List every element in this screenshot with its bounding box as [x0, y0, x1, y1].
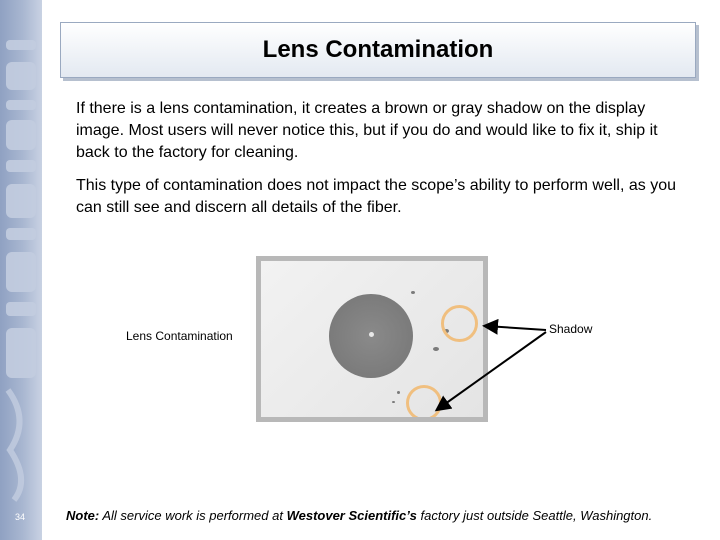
contamination-speck	[397, 391, 400, 394]
fiber-center-dot	[369, 332, 374, 337]
footer-note-label: Note:	[66, 508, 100, 523]
shadow-highlight-circle	[406, 385, 442, 417]
shadow-highlight-circle	[441, 305, 478, 342]
title-box	[60, 22, 696, 78]
fiber-core	[329, 294, 413, 378]
arrow-to-shadow-1	[486, 326, 546, 330]
caption-shadow: Shadow	[549, 322, 593, 336]
footer-note-text-2: factory just outside Seattle, Washington.	[416, 508, 653, 523]
page-title: Lens Contamination	[262, 36, 494, 63]
body-paragraph-1: If there is a lens contamination, it creates a brown or gray shadow on the display image. Most users will never notice this, but if you do and would like to fix it, ship it back to the factory for cleaning.	[76, 100, 658, 161]
footer-note-text-1: All service work is performed at	[99, 508, 287, 523]
contamination-speck	[411, 291, 415, 294]
westover-logo-watermark-icon	[0, 0, 42, 540]
sidebar-band	[0, 0, 42, 540]
fiber-image	[256, 256, 488, 422]
footer-note	[66, 508, 652, 523]
body-paragraph-2: This type of contamination does not impact the scope’s ability to perform well, as you can still see and discern all details of the fiber.	[76, 177, 677, 216]
contamination-speck	[392, 401, 395, 403]
page-number: 34	[14, 512, 25, 522]
caption-lens-contamination: Lens Contamination	[126, 329, 233, 343]
fiber-image-view	[261, 261, 483, 417]
footer-company-name: Westover Scientific’s	[286, 508, 417, 523]
contamination-speck	[433, 347, 439, 351]
